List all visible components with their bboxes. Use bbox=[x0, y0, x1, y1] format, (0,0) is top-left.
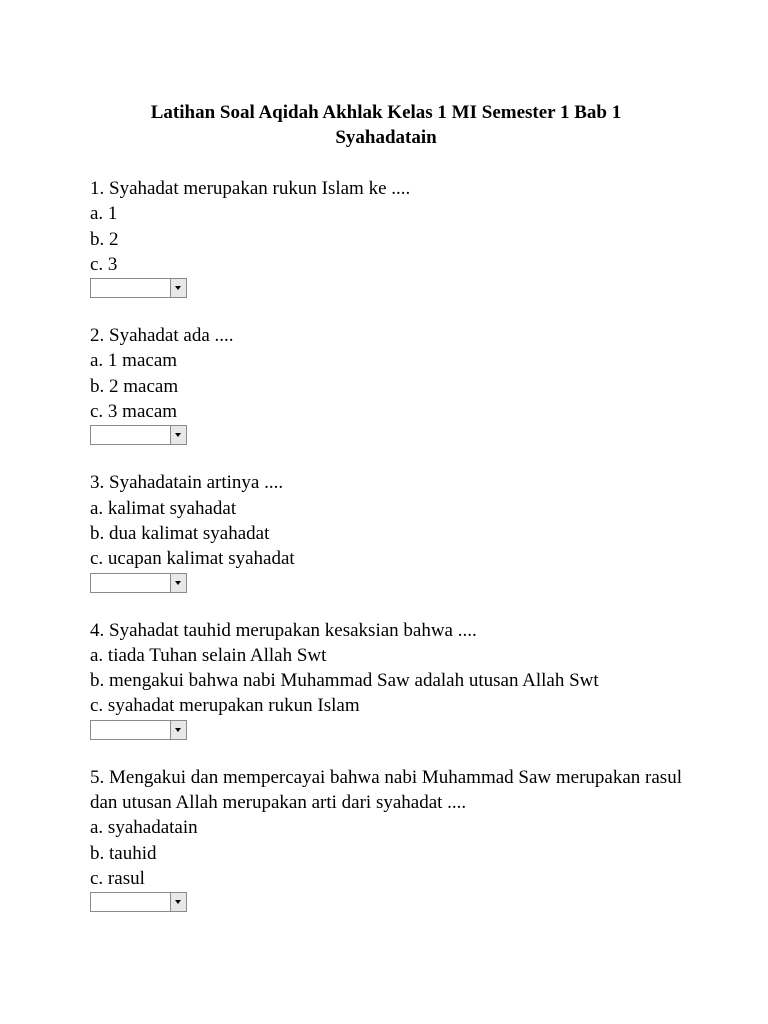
option-c: c. ucapan kalimat syahadat bbox=[90, 548, 295, 570]
option-b: b. 2 bbox=[90, 228, 119, 250]
title-line-1: Latihan Soal Aqidah Akhlak Kelas 1 MI Semester 1 Bab 1 bbox=[150, 102, 622, 123]
question-text: 1. Syahadat merupakan rukun Islam ke .... bbox=[90, 178, 411, 199]
option-b: b. mengakui bahwa nabi Muhammad Saw adalah utusan Allah Swt bbox=[90, 670, 599, 692]
question-2 bbox=[90, 323, 686, 445]
answer-select-1[interactable] bbox=[90, 278, 187, 298]
option-c: c. 3 bbox=[90, 253, 118, 275]
option-c: c. syahadat merupakan rukun Islam bbox=[90, 695, 360, 717]
option-a: a. kalimat syahadat bbox=[90, 497, 237, 519]
answer-select-5[interactable] bbox=[90, 892, 187, 912]
question-list bbox=[90, 176, 686, 912]
question-1 bbox=[90, 176, 686, 298]
option-b: b. tauhid bbox=[90, 842, 157, 864]
option-c: c. rasul bbox=[90, 867, 145, 889]
document-title bbox=[86, 100, 686, 150]
answer-select-4[interactable] bbox=[90, 720, 187, 740]
chevron-down-icon[interactable] bbox=[170, 574, 186, 592]
question-5 bbox=[90, 765, 686, 912]
title-line-2: Syahadatain bbox=[335, 127, 437, 148]
question-text: 4. Syahadat tauhid merupakan kesaksian bahwa .... bbox=[90, 619, 477, 641]
option-a: a. syahadatain bbox=[90, 817, 198, 839]
question-3 bbox=[90, 470, 686, 592]
question-text: 2. Syahadat ada .... bbox=[90, 325, 234, 347]
option-a: a. 1 macam bbox=[90, 350, 178, 372]
document-page bbox=[90, 100, 686, 937]
chevron-down-icon[interactable] bbox=[170, 279, 186, 297]
option-a: a. 1 bbox=[90, 203, 118, 225]
option-b: b. dua kalimat syahadat bbox=[90, 522, 270, 544]
question-text: 3. Syahadatain artinya .... bbox=[90, 472, 284, 494]
chevron-down-icon[interactable] bbox=[170, 893, 186, 911]
chevron-down-icon[interactable] bbox=[170, 721, 186, 739]
option-b: b. 2 macam bbox=[90, 375, 179, 397]
option-c: c. 3 macam bbox=[90, 401, 178, 423]
question-text: 5. Mengakui dan mempercayai bahwa nabi Muhammad Saw merupakan rasul dan utusan Allah merupakan arti dari syahadat .... bbox=[90, 766, 682, 814]
answer-select-2[interactable] bbox=[90, 425, 187, 445]
chevron-down-icon[interactable] bbox=[170, 426, 186, 444]
option-a: a. tiada Tuhan selain Allah Swt bbox=[90, 644, 327, 666]
question-4 bbox=[90, 618, 686, 740]
answer-select-3[interactable] bbox=[90, 573, 187, 593]
